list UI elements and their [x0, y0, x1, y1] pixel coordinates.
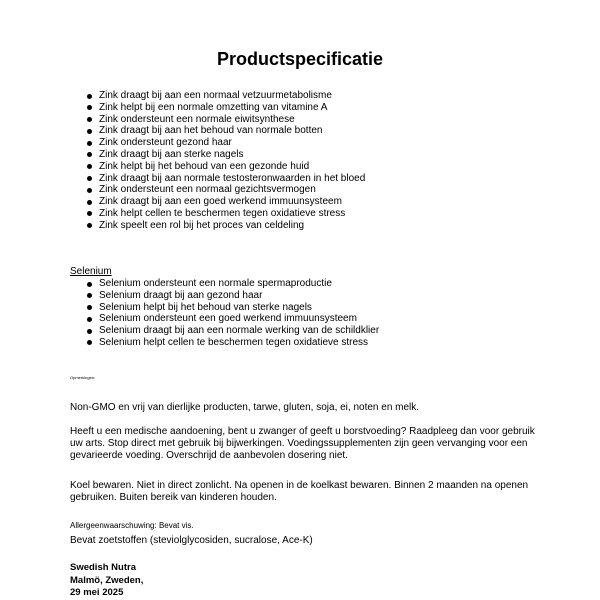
list-item-text: Selenium helpt cellen te beschermen tegen oxidatieve stress — [99, 336, 369, 348]
bullet-icon — [87, 188, 92, 193]
bullet-icon — [87, 329, 92, 334]
list-item-text: Selenium helpt bij het behoud van sterke nagels — [99, 301, 312, 313]
list-item-text: Zink speelt een rol bij het proces van celdeling — [99, 219, 305, 231]
zink-claims-list — [86, 90, 365, 232]
list-item — [86, 161, 365, 173]
bullet-icon — [87, 200, 92, 205]
list-item — [86, 208, 365, 220]
notes-label: Opmerkingen: — [70, 375, 96, 380]
selenium-claims-list — [86, 278, 379, 349]
list-item — [86, 149, 365, 161]
location: Malmö, Zweden, — [70, 574, 144, 586]
page-title: Productspecificatie — [216, 49, 384, 69]
bullet-icon — [87, 223, 92, 228]
bullet-icon — [87, 176, 92, 181]
list-item-text: Zink ondersteunt gezond haar — [99, 137, 232, 149]
list-item-text: Zink draagt bij aan sterke nagels — [99, 148, 244, 160]
bullet-icon — [87, 305, 92, 310]
list-item-text: Selenium ondersteunt een normale spermaproductie — [99, 278, 332, 289]
list-item — [86, 173, 365, 185]
list-item — [86, 278, 379, 290]
list-item-text: Zink helpt bij het behoud van een gezonde huid — [99, 160, 310, 172]
bullet-icon — [87, 94, 92, 99]
list-item-text: Zink ondersteunt een normale eiwitsynthese — [99, 113, 295, 125]
warning-paragraph: Heeft u een medische aandoening, bent u zwanger of geeft u borstvoeding? Raadpleeg dan voor gebruik uw arts. Stop direct met gebruik bij bijwerkingen. Voedingssupplementen zijn geen vervanging voor een gevarieerde voeding. Overschrijd de aanbevolen dosering niet. — [70, 426, 535, 461]
company-name: Swedish Nutra — [70, 562, 136, 573]
list-item — [86, 325, 379, 337]
bullet-icon — [87, 211, 92, 216]
allergen-warning: Allergeenwaarschuwing: Bevat vis. — [70, 521, 194, 530]
list-item — [86, 125, 365, 137]
list-item — [86, 337, 379, 349]
list-item-text: Zink draagt bij aan een normaal vetzuurmetabolisme — [99, 90, 332, 101]
bullet-icon — [87, 282, 92, 287]
list-item — [86, 137, 365, 149]
list-item-text: Selenium draagt bij aan gezond haar — [99, 289, 263, 301]
list-item — [86, 290, 379, 302]
signature-block — [70, 562, 143, 600]
selenium-heading: Selenium — [70, 266, 112, 277]
bullet-icon — [87, 340, 92, 345]
list-item — [86, 184, 365, 196]
list-item-text: Zink draagt bij aan normale testosteronwaarden in het bloed — [99, 172, 366, 184]
list-item-text: Zink helpt cellen te beschermen tegen oxidatieve stress — [99, 207, 346, 219]
bullet-icon — [87, 164, 92, 169]
free-from-paragraph: Non-GMO en vrij van dierlijke producten, tarwe, gluten, soja, ei, noten en melk. — [70, 402, 420, 413]
list-item — [86, 302, 379, 314]
list-item — [86, 102, 365, 114]
date: 29 mei 2025 — [70, 587, 124, 598]
bullet-icon — [87, 105, 92, 110]
list-item — [86, 114, 365, 126]
bullet-icon — [87, 293, 92, 298]
sweeteners-note: Bevat zoetstoffen (steviolglycosiden, sucralose, Ace-K) — [70, 535, 313, 546]
list-item-text: Zink helpt bij een normale omzetting van vitamine A — [99, 101, 328, 113]
storage-paragraph: Koel bewaren. Niet in direct zonlicht. Na openen in de koelkast bewaren. Binnen 2 maanden na openen gebruiken. Buiten bereik van kinderen houden. — [70, 480, 529, 503]
bullet-icon — [87, 141, 92, 146]
list-item — [86, 313, 379, 325]
bullet-icon — [87, 317, 92, 322]
bullet-icon — [87, 152, 92, 157]
list-item-text: Selenium ondersteunt een goed werkend immuunsysteem — [99, 313, 357, 325]
bullet-icon — [87, 129, 92, 134]
list-item-text: Zink draagt bij aan een goed werkend immuunsysteem — [99, 196, 342, 208]
list-item-text: Selenium draagt bij aan een normale werking van de schildklier — [99, 325, 380, 337]
list-item-text: Zink draagt bij aan het behoud van normale botten — [99, 125, 323, 137]
list-item — [86, 90, 365, 102]
list-item — [86, 220, 365, 232]
bullet-icon — [87, 117, 92, 122]
list-item — [86, 196, 365, 208]
list-item-text: Zink ondersteunt een normaal gezichtsvermogen — [99, 184, 316, 196]
